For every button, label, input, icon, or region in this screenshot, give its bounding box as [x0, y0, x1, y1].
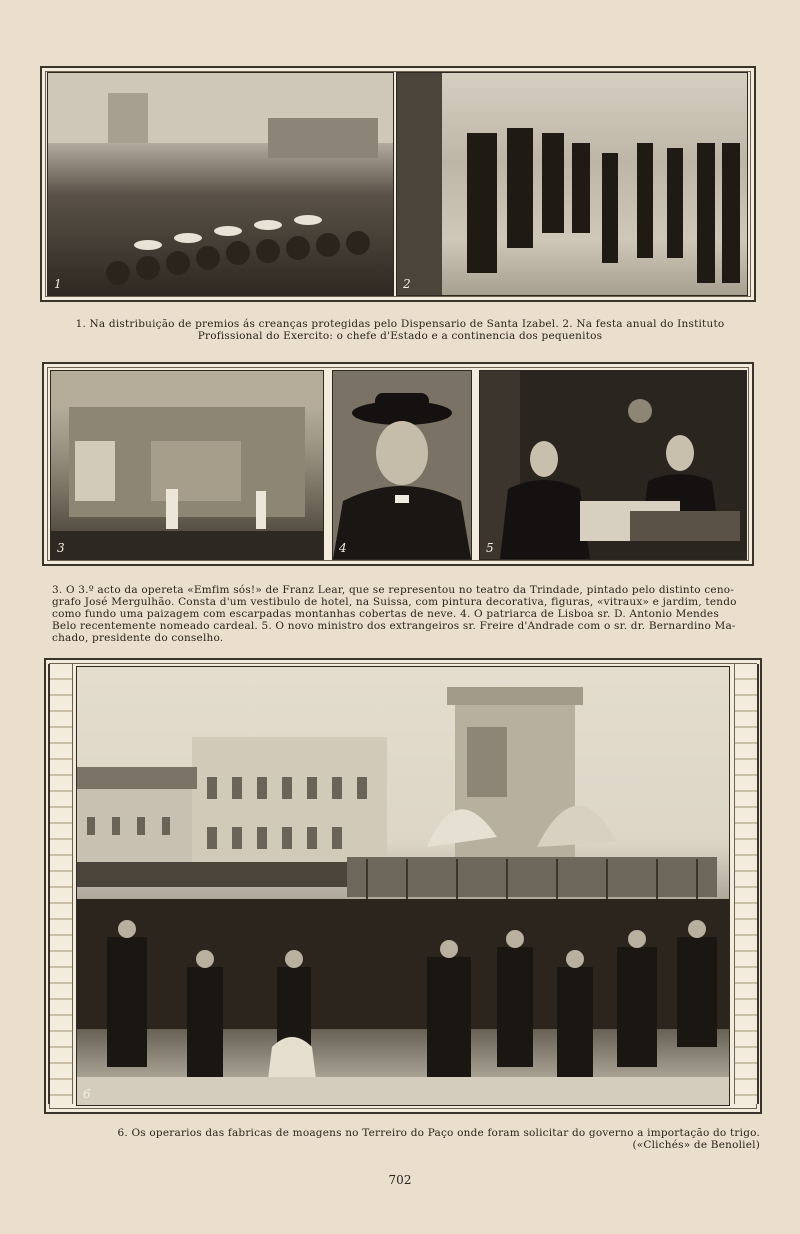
- photo-number: 1: [54, 277, 62, 291]
- photo-number: 4: [339, 541, 347, 555]
- photo-3-opera-stage: [50, 370, 324, 560]
- photo-6-terreiro-do-paco: [76, 666, 730, 1106]
- left-ornament: [48, 664, 73, 1104]
- photo-5-ministers: [479, 370, 747, 560]
- photo-number: 5: [486, 541, 494, 555]
- caption-middle-line-1: 3. O 3.º acto da opereta «Emfim sós!» de Franz Lear, que se representou no teatro da Trindade, pintado pelo distinto ceno-: [52, 584, 735, 596]
- caption-top-line-2: Profissional do Exercito: o chefe d'Estado e a continencia dos pequenitos: [197, 330, 603, 342]
- caption-middle-line-2: grafo José Mergulhão. Consta d'um vestibulo de hotel, na Suissa, com pintura decorativa, figuras, «vitraux» e jardim, tendo: [52, 596, 737, 608]
- photo-number: 6: [83, 1087, 91, 1101]
- caption-top: [60, 318, 740, 342]
- photo-number: 2: [403, 277, 411, 291]
- caption-bottom-credit: («Clichés» de Benoliel): [632, 1139, 760, 1151]
- caption-middle: [52, 584, 752, 644]
- page-number: 702: [388, 1173, 412, 1187]
- caption-middle-line-5: chado, presidente do conselho.: [52, 632, 224, 644]
- photo-1-award-ceremony: [47, 72, 394, 296]
- caption-bottom: [60, 1127, 760, 1151]
- caption-middle-line-3: como fundo uma paizagem com escarpadas montanhas cobertas de neve. 4. O patriarca de Lisboa sr. D. Antonio Mendes: [52, 608, 719, 620]
- photo-4-patriarch-portrait: [332, 370, 472, 560]
- caption-bottom-line-1: 6. Os operarios das fabricas de moagens no Terreiro do Paço onde foram solicitar do governo a importação do trigo.: [117, 1127, 760, 1139]
- caption-top-line-1: 1. Na distribuição de premios ás creanças protegidas pelo Dispensario de Santa Izabel. 2. Na festa anual do Instituto: [75, 318, 725, 330]
- photo-number: 3: [57, 541, 65, 555]
- right-ornament: [734, 664, 759, 1104]
- photo-2-military-institute: [396, 72, 748, 296]
- caption-middle-line-4: Belo recentemente nomeado cardeal. 5. O novo ministro dos extrangeiros sr. Freire d'Andrade com o sr. dr. Bernardino Ma-: [52, 620, 736, 632]
